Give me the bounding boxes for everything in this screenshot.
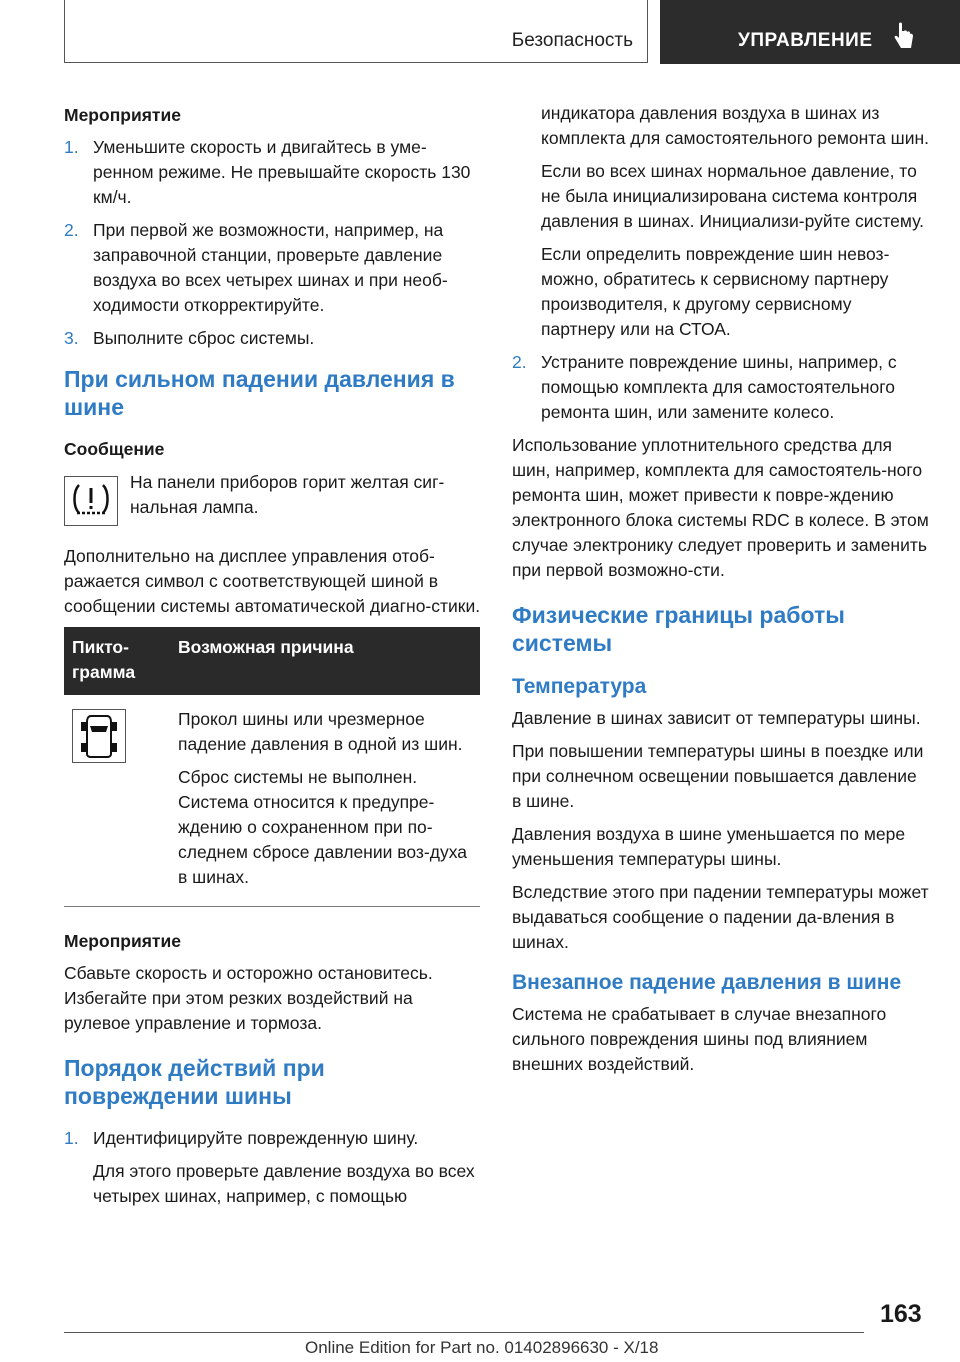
actions-list — [64, 135, 482, 351]
message-block — [64, 470, 482, 530]
temperature-text-1: Давление в шинах зависит от температуры шины. — [512, 708, 921, 728]
display-text: Дополнительно на дисплее управления отоб-ражается символ с соответствующей шиной в сообщении системы автоматической диагно-стики. — [64, 546, 481, 616]
list-item-text: Уменьшите скорость и двигайтесь в уме-ренном режиме. Не превышайте скорость 130 км/ч. — [93, 137, 471, 207]
tire-pressure-warning-icon — [64, 476, 118, 526]
hand-pointer-icon — [894, 22, 914, 52]
table-row — [64, 695, 480, 907]
list-number: 2. — [512, 352, 527, 372]
list-item — [64, 218, 482, 318]
table-header-pictogram: Пикто-грамма — [64, 627, 170, 695]
list-item-text: Выполните сброс системы. — [93, 328, 315, 348]
procedure-step1-detail: Для этого проверьте давление воздуха во всех четырех шинах, например, с помощью — [93, 1161, 475, 1206]
list-item — [64, 1126, 482, 1209]
table-header-cause: Возможная причина — [170, 627, 480, 695]
header-chapter-tab[interactable] — [660, 0, 960, 64]
continued-text-1: индикатора давления воздуха в шинах из комплекта для самостоятельного ремонта шин. — [541, 103, 930, 148]
right-column — [512, 101, 930, 1085]
table-cell-pictogram — [64, 695, 170, 907]
list-item-text: При первой же возможности, например, на заправочной станции, проверьте давление воздуха во всех четырех шинах и при необ-ходимости откорректируйте. — [93, 220, 448, 315]
list-number: 2. — [64, 220, 79, 240]
list-item — [64, 135, 482, 210]
list-number: 3. — [64, 328, 79, 348]
actions2-text: Сбавьте скорость и осторожно остановитесь. Избегайте при этом резких воздействий на рулевое управление и тормоза. — [64, 963, 433, 1033]
limits-heading: Физические границы работы системы — [512, 602, 845, 656]
temperature-text-3: Давления воздуха в шине уменьшается по мере уменьшения температуры шины. — [512, 824, 906, 869]
list-item — [64, 326, 482, 351]
sealant-text: Использование уплотнительного средства для шин, например, комплекта для самостоятель-ного ремонта шин, может привести к повре-ждению электронного блока системы RDC в колесе. В этом случае электронику следует проверить и заменить при первой возможно-сти. — [512, 435, 929, 580]
footer-edition: Online Edition for Part no. 01402896630 - X/18 — [305, 1338, 659, 1357]
pictogram-table — [64, 627, 480, 907]
procedure-step2: Устраните повреждение шины, например, с помощью комплекта для самостоятельного ремонта шин, или замените колесо. — [541, 352, 897, 422]
strong-loss-heading: При сильном падении давления в шине — [64, 366, 455, 420]
procedure-list-continued — [512, 101, 930, 425]
left-column — [64, 103, 482, 1217]
table-cell-cause — [170, 695, 480, 907]
actions2-heading: Мероприятие — [64, 931, 181, 951]
actions-heading: Мероприятие — [64, 105, 181, 125]
header-section-box — [64, 0, 648, 63]
header-section-title: Безопасность — [511, 30, 633, 51]
procedure-step1: Идентифицируйте поврежденную шину. — [93, 1128, 419, 1148]
cause-text-1: Прокол шины или чрезмерное падение давления в одной из шин. — [178, 709, 463, 754]
procedure-list — [64, 1126, 482, 1209]
temperature-text-2: При повышении температуры шины в поездке или при солнечном освещении повышается давление в шине. — [512, 741, 924, 811]
footer-divider — [64, 1332, 864, 1333]
temperature-text-4: Вследствие этого при падении температуры может выдаваться сообщение о падении да-вления в шинах. — [512, 882, 929, 952]
page-number: 163 — [880, 1300, 922, 1328]
message-text: На панели приборов горит желтая сиг-нальная лампа. — [130, 472, 445, 517]
procedure-heading: Порядок действий при повреждении шины — [64, 1055, 325, 1109]
temperature-heading: Температура — [512, 675, 647, 698]
list-item — [512, 350, 930, 425]
sudden-loss-text: Система не срабатывает в случае внезапного сильного повреждения шины под влиянием внешних воздействий. — [512, 1004, 887, 1074]
list-item — [512, 101, 930, 342]
continued-text-3: Если определить повреждение шин невоз-можно, обратитесь к сервисному партнеру производителя, к другому сервисному партнеру или на СТОА. — [541, 244, 890, 339]
table-header-row — [64, 627, 480, 695]
cause-text-2: Сброс системы не выполнен. Система относится к предупре-ждению о сохраненном при по-следнем сбросе давлении воз-духа в шинах. — [178, 767, 467, 887]
continued-text-2: Если во всех шинах нормальное давление, то не была инициализирована система контроля давления в шинах. Инициализи-руйте систему. — [541, 161, 924, 231]
car-tire-icon — [72, 709, 126, 763]
list-number: 1. — [64, 1128, 79, 1148]
list-number: 1. — [64, 137, 79, 157]
header-chapter-title: УПРАВЛЕНИЕ — [738, 30, 873, 51]
message-heading: Сообщение — [64, 439, 165, 459]
sudden-loss-heading: Внезапное падение давления в шине — [512, 971, 902, 994]
